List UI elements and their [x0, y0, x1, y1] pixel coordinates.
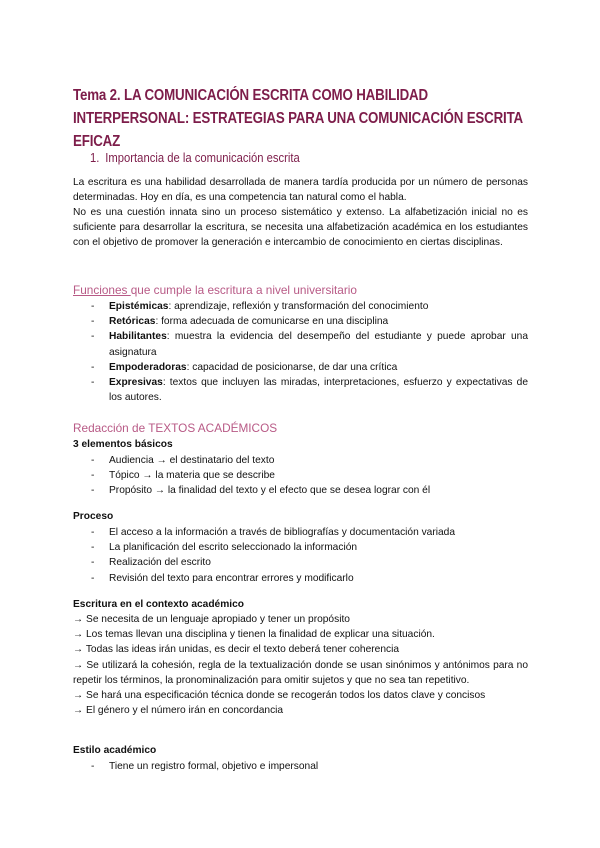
list-item: → Se hará una especificación técnica donde se recogerán todos los datos clave y concisos — [73, 690, 486, 702]
proceso-list — [73, 525, 528, 586]
funciones-heading-rest: que cumple la escritura a nivel universitario — [130, 283, 357, 297]
list-item: - Realización del escrito — [91, 557, 211, 569]
redaccion-heading: Redacción de TEXTOS ACADÉMICOS — [73, 421, 278, 435]
funciones-heading — [73, 283, 357, 298]
function-term: Epistémicas — [109, 301, 169, 312]
list-item: → El género y el número irán en concordancia — [73, 705, 284, 717]
list-item: - Audiencia → el destinatario del texto — [91, 455, 275, 466]
proceso-title: Proceso — [73, 511, 114, 522]
list-item: - Retóricas: forma adecuada de comunicarse en una disciplina — [91, 316, 389, 328]
document-title: Tema 2. LA COMUNICACIÓN ESCRITA COMO HABILIDAD INTERPERSONAL: ESTRATEGIAS PARA UNA COMUNICACIÓN ESCRITA EFICAZ — [73, 87, 523, 150]
function-term: Habilitantes — [109, 331, 167, 343]
function-text: : textos que incluyen las miradas, interpretaciones, esfuerzo y expectativas de los autores. — [109, 377, 528, 404]
function-term: Retóricas — [109, 316, 156, 328]
list-item: → Se necesita de un lenguaje apropiado y tener un propósito — [73, 614, 350, 625]
contexto-list — [73, 612, 528, 718]
list-item: - Propósito → la finalidad del texto y el efecto que se desea lograr con él — [91, 485, 431, 497]
function-text: : muestra la evidencia del desempeño del estudiante y puede aprobar una asignatura — [109, 331, 528, 358]
paragraph-1: La escritura es una habilidad desarrollada de manera tardía producida por un número de personas determinadas. Hoy en día, es una competencia tan natural como el habla. — [73, 177, 528, 204]
list-item: - Expresivas: textos que incluyen las miradas, interpretaciones, esfuerzo y expectativas de los autores. — [91, 377, 528, 404]
list-item: - Tópico → la materia que se describe — [91, 470, 275, 482]
section-1-number: 1. — [90, 151, 100, 165]
elementos-list — [73, 453, 528, 499]
funciones-list — [73, 299, 528, 405]
funciones-heading-link[interactable]: Funciones — [73, 283, 131, 297]
estilo-title: Estilo académico — [73, 745, 157, 756]
list-item: - Habilitantes: muestra la evidencia del desempeño del estudiante y puede aprobar una asignatura — [91, 331, 528, 358]
list-item: - Revisión del texto para encontrar errores y modificarlo — [91, 572, 354, 584]
elementos-title: 3 elementos básicos — [73, 439, 173, 450]
function-text: : capacidad de posicionarse, de dar una crítica — [186, 361, 398, 373]
list-item: → Todas las ideas irán unidas, es decir el texto deberá tener coherencia — [73, 644, 400, 656]
list-item: → Los temas llevan una disciplina y tienen la finalidad de explicar una situación. — [73, 629, 435, 641]
function-term: Expresivas — [109, 377, 163, 389]
list-item: → Se utilizará la cohesión, regla de la textualización donde se usan sinónimos y antónimos para no repetir los términos, la pronominalización para omitir sujetos y que no sea tan repetitivo. — [73, 659, 528, 686]
paragraph-2: No es una cuestión innata sino un proceso sistemático y extenso. La alfabetización inicial no es suficiente para desarrollar la escritura, se necesita una alfabetización académica en los estudiantes con el objetivo de promover la generación e intercambio de conocimiento en ciertas disciplinas. — [73, 207, 528, 249]
estilo-list — [73, 759, 528, 774]
list-item: - El acceso a la información a través de bibliografías y documentación variada — [91, 527, 455, 538]
function-term: Empoderadoras — [109, 361, 187, 373]
list-item: - Epistémicas: aprendizaje, reflexión y transformación del conocimiento — [91, 301, 429, 312]
list-item: - La planificación del escrito seleccionado la información — [91, 542, 358, 554]
list-item: - Empoderadoras: capacidad de posicionarse, de dar una crítica — [91, 361, 398, 373]
section-1-heading-text: Importancia de la comunicación escrita — [105, 151, 300, 165]
contexto-title: Escritura en el contexto académico — [73, 599, 244, 610]
section-1-heading — [90, 150, 300, 166]
function-text: : aprendizaje, reflexión y transformación del conocimiento — [168, 301, 429, 312]
function-text: : forma adecuada de comunicarse en una disciplina — [155, 316, 389, 328]
list-item: - Tiene un registro formal, objetivo e impersonal — [91, 761, 319, 772]
